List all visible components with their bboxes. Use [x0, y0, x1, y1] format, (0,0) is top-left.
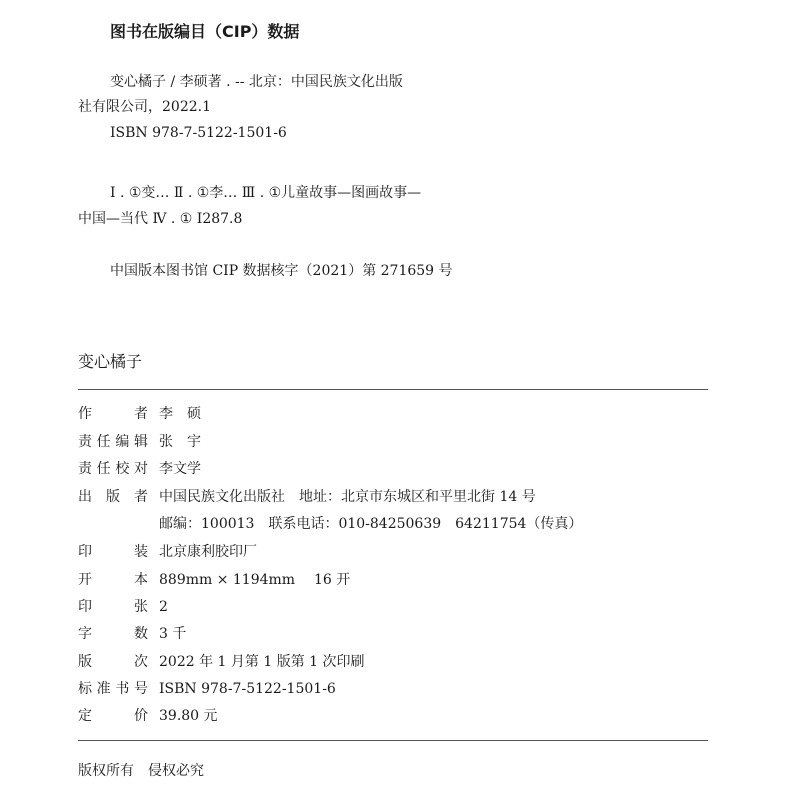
- detail-label: 字数: [78, 626, 148, 642]
- detail-value: 中国民族文化出版社 地址：北京市东城区和平里北街 14 号: [159, 489, 536, 505]
- detail-label: 标准书号: [78, 681, 148, 697]
- cip-line-classification-cont: 中国—当代 Ⅳ . ① I287.8: [78, 211, 243, 227]
- cip-line-isbn: ISBN 978-7-5122-1501-6: [110, 125, 287, 141]
- detail-value: 889mm × 1194mm: [159, 572, 296, 588]
- detail-label: 版次: [78, 654, 148, 670]
- cip-line-record-number: 中国版本图书馆 CIP 数据核字（2021）第 271659 号: [110, 263, 453, 279]
- detail-value: ISBN 978-7-5122-1501-6: [159, 681, 336, 697]
- cip-heading: 图书在版编目（CIP）数据: [110, 22, 300, 41]
- detail-extra: 16 开: [314, 572, 351, 588]
- detail-value: 3 千: [159, 626, 187, 642]
- cip-line-publisher: 社有限公司，2022.1: [78, 99, 211, 115]
- book-title: 变心橘子: [78, 352, 143, 371]
- detail-value: 张 宇: [159, 434, 201, 450]
- detail-value: 39.80 元: [159, 708, 218, 724]
- detail-label: 作者: [78, 406, 148, 422]
- divider-bottom: [78, 740, 708, 741]
- detail-label: 开本: [78, 572, 148, 588]
- detail-value: 2: [159, 599, 168, 615]
- divider-top: [78, 389, 708, 390]
- copyright-notice: 版权所有 侵权必究: [78, 763, 204, 779]
- cip-line-title: 变心橘子 / 李硕著 . -- 北京：中国民族文化出版: [110, 74, 403, 90]
- detail-label: 印装: [78, 544, 148, 560]
- detail-label: 责任编辑: [78, 434, 148, 450]
- detail-value: 李 硕: [159, 406, 201, 422]
- detail-label: 出版者: [78, 489, 148, 505]
- detail-value: 2022 年 1 月第 1 版第 1 次印刷: [159, 654, 365, 670]
- detail-label: 定价: [78, 708, 148, 724]
- detail-label: 印张: [78, 599, 148, 615]
- detail-value: 邮编：100013 联系电话：010-84250639 64211754（传真）: [159, 516, 583, 532]
- detail-label: 责任校对: [78, 461, 148, 477]
- detail-value: 北京康利胶印厂: [159, 544, 257, 560]
- cip-line-classification: Ⅰ . ①变… Ⅱ . ①李… Ⅲ . ①儿童故事—图画故事—: [110, 185, 422, 201]
- detail-value: 李文学: [159, 461, 201, 477]
